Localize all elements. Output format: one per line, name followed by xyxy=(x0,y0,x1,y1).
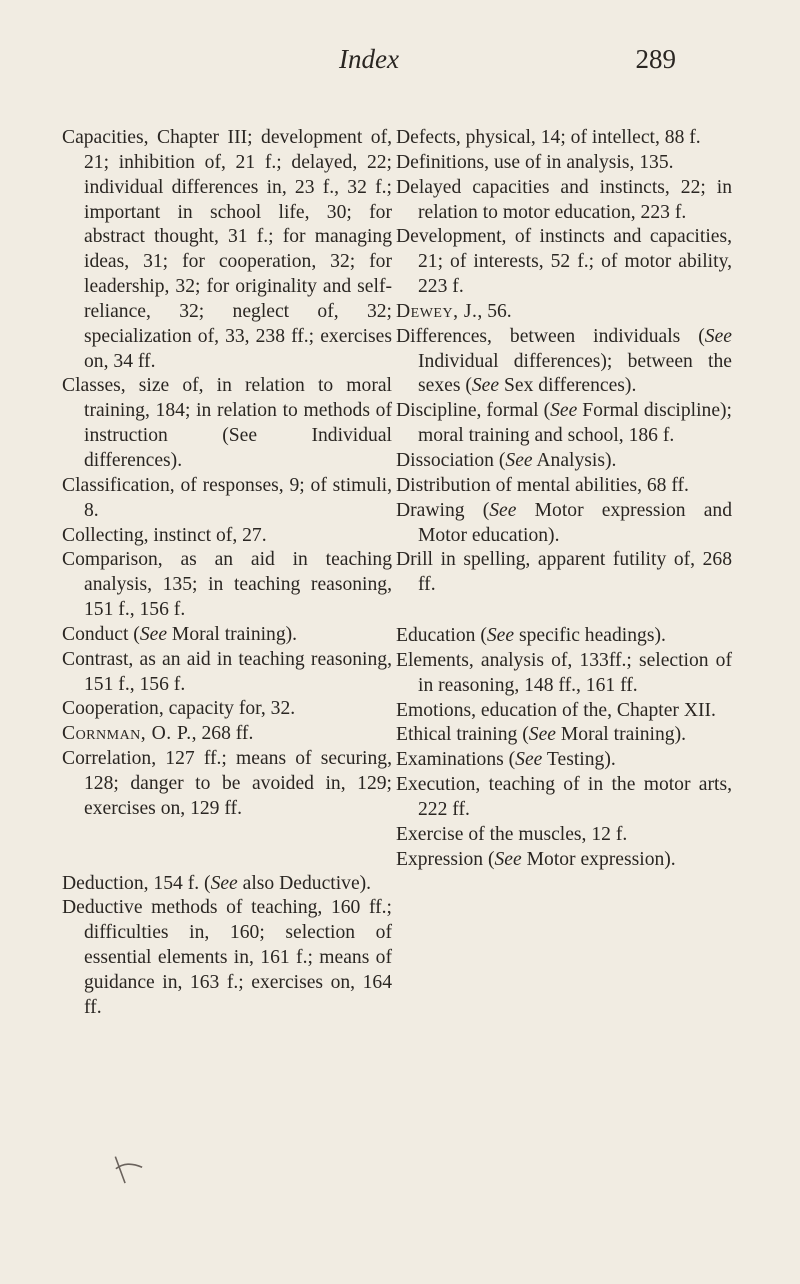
entry-text: Sex differences). xyxy=(499,375,637,397)
index-entry-correlation: Correlation, 127 ff.; means of securing, 128; danger to be avoided in, 129; exercises on, 129 ff. xyxy=(62,748,392,819)
see-reference: See xyxy=(471,375,500,397)
see-reference: See xyxy=(550,400,578,422)
entry-text: specific headings). xyxy=(514,625,666,647)
index-entry-deduction xyxy=(62,872,392,897)
see-reference: See xyxy=(505,449,533,471)
index-entry-education xyxy=(396,624,732,649)
entry-text: Discipline, formal ( xyxy=(396,400,551,422)
ink-mark-icon xyxy=(108,1145,150,1191)
entry-text: Differences, between individuals ( xyxy=(396,325,705,347)
index-entry-deductive-methods: Deductive methods of teaching, 160 ff.; difficulties in, 160; selection of essential elements in, 161 f.; means of guidance in, 163 f.; exercises on, 164 ff. xyxy=(62,897,392,1018)
see-reference: See xyxy=(139,623,168,645)
entry-text: Motor expression). xyxy=(521,848,676,870)
index-entry-contrast: Contrast, as an aid in teaching reasoning, 151 f., 156 f. xyxy=(62,648,392,695)
entry-text: Ethical training ( xyxy=(396,724,529,746)
see-reference: See xyxy=(210,872,238,894)
index-entry-capacities: Capacities, Chapter III; development of, 21; inhibition of, 21 f.; delayed, 22; individual differences in, 23 f., 32 f.; important in school life, 30; for abstract thought, 31 f.; for managing ideas, 31; for cooperation, 32; for leadership, 32; for originality and self-reliance, 32; neglect of, 32; specialization of, 33, 238 ff.; exercises on, 34 ff. xyxy=(62,127,392,372)
index-entry-execution: Execution, teaching of in the motor arts, 222 ff. xyxy=(396,774,732,820)
index-entry-definitions: Definitions, use of in analysis, 135. xyxy=(396,151,674,173)
index-entry-classification: Classification, of responses, 9; of stimuli, 8. xyxy=(62,474,392,521)
index-entry-examinations xyxy=(396,748,732,773)
see-reference: See xyxy=(489,499,517,521)
index-entry-conduct xyxy=(62,623,392,648)
letter-gap xyxy=(62,822,392,872)
index-entry-delayed: Delayed capacities and instincts, 22; in relation to motor education, 223 f. xyxy=(396,176,732,223)
index-entry-elements: Elements, analysis of, 133ff.; selection of in reasoning, 148 ff., 161 ff. xyxy=(396,649,732,696)
see-reference: See xyxy=(515,749,543,771)
index-column-right xyxy=(396,126,732,872)
see-reference: See xyxy=(528,724,556,746)
index-entry-ethical-training xyxy=(396,723,732,748)
entry-text: Formal discipline); moral training and school, 186 f. xyxy=(418,400,732,447)
entry-text: Dissociation ( xyxy=(396,449,506,471)
see-reference: See xyxy=(486,625,515,647)
entry-text: Drawing ( xyxy=(396,499,490,521)
index-entry-cooperation: Cooperation, capacity for, 32. xyxy=(62,698,296,720)
index-column-left xyxy=(62,126,392,1021)
entry-text: Examinations ( xyxy=(396,749,516,771)
see-reference: See xyxy=(704,325,732,347)
author-name: Cornman, O. P. xyxy=(62,723,192,745)
index-entry-expression xyxy=(396,848,732,873)
entry-text: Testing). xyxy=(542,749,616,771)
index-entry-dewey xyxy=(396,300,732,325)
running-title: Index xyxy=(339,44,399,74)
entry-text: Moral training). xyxy=(167,623,298,645)
letter-gap xyxy=(396,598,732,624)
index-entry-drill: Drill in spelling, apparent futility of, 268 ff. xyxy=(396,549,732,596)
page-header xyxy=(62,40,676,90)
entry-text: Conduct ( xyxy=(62,623,140,645)
entry-text: Education ( xyxy=(396,625,487,647)
entry-text: Motor expression and Motor education). xyxy=(418,499,732,546)
index-entry-development: Development, of instincts and capacities, 21; of interests, 52 f.; of motor ability, 223 f. xyxy=(396,226,732,298)
index-entry-defects: Defects, physical, 14; of intellect, 88 f. xyxy=(396,127,701,148)
index-entry-drawing xyxy=(396,499,732,549)
index-entry-comparison: Comparison, as an aid in teaching analysis, 135; in teaching reasoning, 151 f., 156 f. xyxy=(62,549,392,621)
index-entry-differences xyxy=(396,325,732,400)
entry-text: Expression ( xyxy=(396,848,495,870)
index-entry-discipline xyxy=(396,399,732,449)
index-entry-dissociation xyxy=(396,449,732,474)
index-entry-emotions: Emotions, education of the, Chapter XII. xyxy=(396,699,716,721)
page-number: 289 xyxy=(635,44,676,74)
index-entry-classes: Classes, size of, in relation to moral training, 184; in relation to methods of instruction (See Individual differences). xyxy=(62,375,392,471)
entry-text: Deduction, 154 f. ( xyxy=(62,872,211,894)
index-entry-cornman xyxy=(62,722,392,747)
index-entry-distribution: Distribution of mental abilities, 68 ff. xyxy=(396,474,689,496)
entry-text: Analysis). xyxy=(532,449,617,471)
index-entry-exercise: Exercise of the muscles, 12 f. xyxy=(396,823,628,845)
entry-text: also Deductive). xyxy=(237,872,372,894)
entry-text: , 56. xyxy=(477,300,512,322)
see-reference: See xyxy=(494,848,522,870)
entry-text: , 268 ff. xyxy=(191,723,254,745)
entry-text: Moral training). xyxy=(555,724,687,746)
index-entry-collecting: Collecting, instinct of, 27. xyxy=(62,524,267,546)
author-name: Dewey, J. xyxy=(396,300,478,322)
entry-text: Individual differences); between the sexes ( xyxy=(418,350,732,397)
